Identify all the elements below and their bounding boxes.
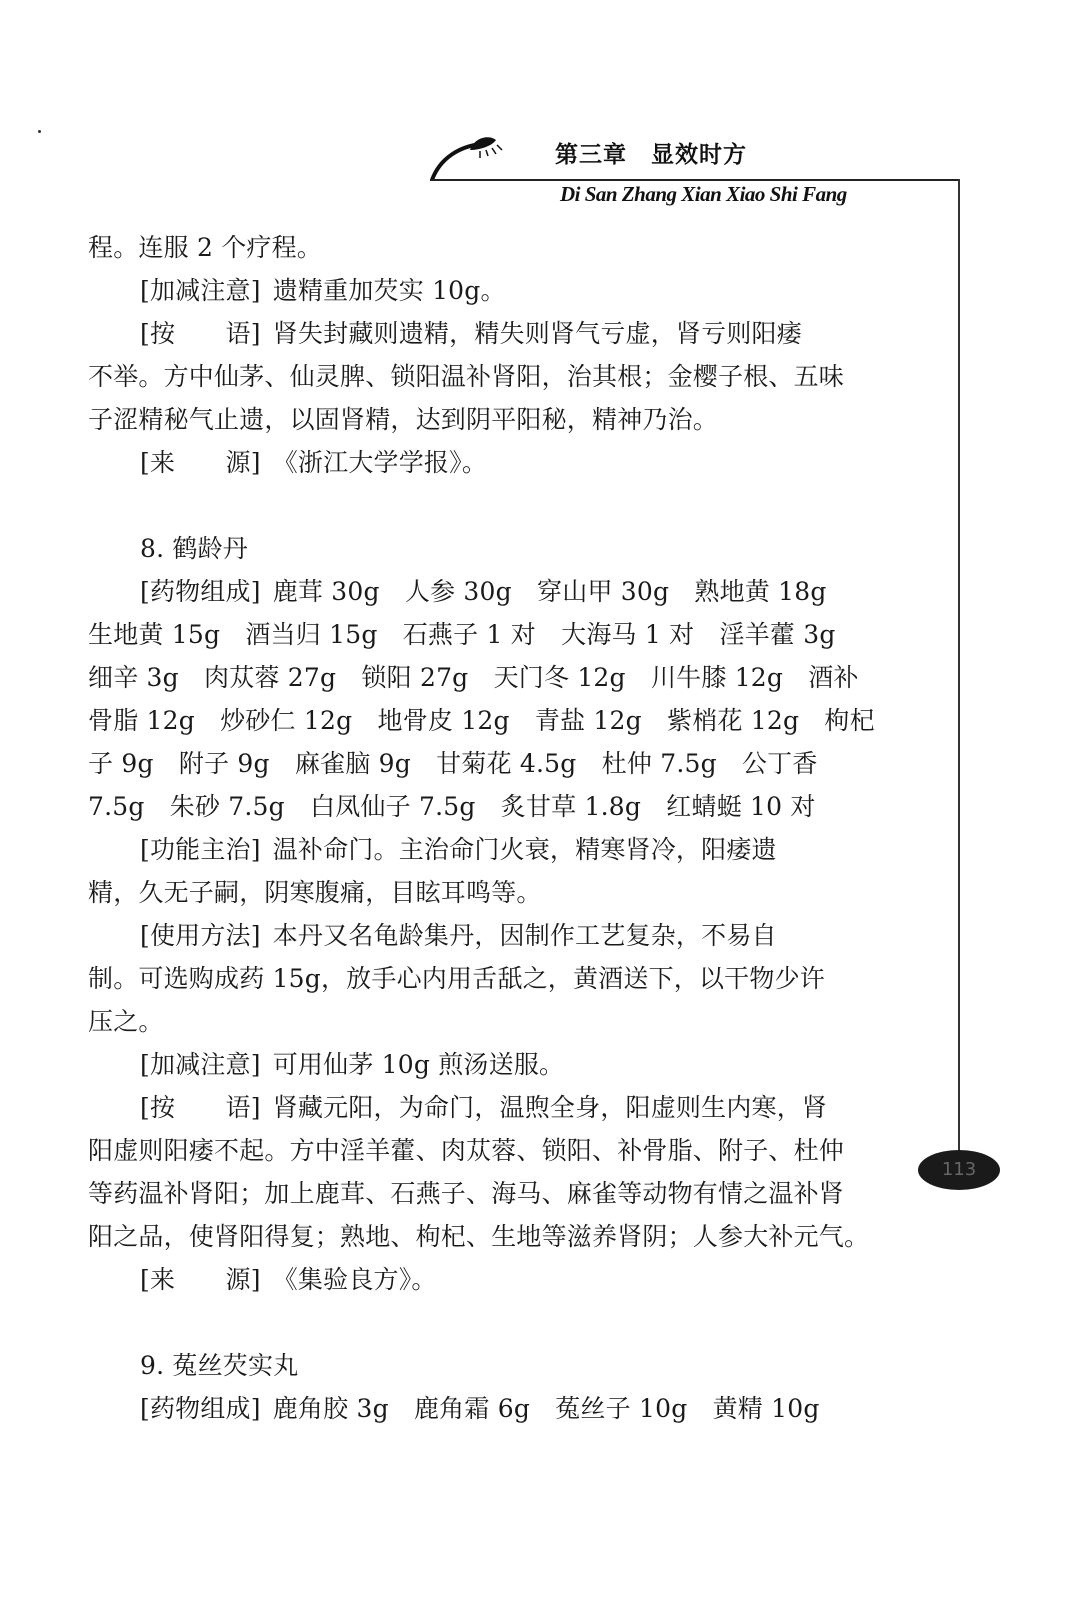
text-line: [药物组成] 鹿角胶 3g 鹿角霜 6g 菟丝子 10g 黄精 10g xyxy=(88,1387,888,1430)
section-tag: [来 源] xyxy=(140,1265,261,1294)
text-line: 子涩精秘气止遗，以固肾精，达到阴平阳秘，精神乃治。 xyxy=(88,405,719,434)
text-line: 制。可选购成药 15g，放手心内用舌舐之，黄酒送下，以干物少许 xyxy=(88,964,825,993)
text-line: 不举。方中仙茅、仙灵脾、锁阳温补肾阳，治其根；金樱子根、五味 xyxy=(88,362,845,391)
section-tag: [加减注意] xyxy=(140,1050,261,1079)
text-line: 细辛 3g 肉苁蓉 27g 锁阳 27g 天门冬 12g 川牛膝 12g 酒补 xyxy=(88,663,859,692)
section-tag: [药物组成] xyxy=(140,1394,261,1423)
spacer xyxy=(88,1301,888,1344)
text-line: 精，久无子嗣，阴寒腹痛，目眩耳鸣等。 xyxy=(88,878,542,907)
page-number-tab: 113 xyxy=(918,1150,1000,1190)
section-tag: [按 语] xyxy=(140,319,261,348)
text-line: [药物组成] 鹿茸 30g 人参 30g 穿山甲 30g 熟地黄 18g xyxy=(88,570,888,613)
section-tag: [功能主治] xyxy=(140,835,261,864)
text-line: 阳虚则阳痿不起。方中淫羊藿、肉苁蓉、锁阳、补骨脂、附子、杜仲 xyxy=(88,1136,845,1165)
text-line: [功能主治] 温补命门。主治命门火衰，精寒肾冷，阳痿遗 xyxy=(88,828,888,871)
text-line: 生地黄 15g 酒当归 15g 石燕子 1 对 大海马 1 对 淫羊藿 3g xyxy=(88,620,836,649)
text-line: 压之。 xyxy=(88,1007,164,1036)
text-line: 子 9g 附子 9g 麻雀脑 9g 甘菊花 4.5g 杜仲 7.5g 公丁香 xyxy=(88,749,818,778)
text-line: [使用方法] 本丹又名龟龄集丹，因制作工艺复杂，不易自 xyxy=(88,914,888,957)
spacer xyxy=(88,484,888,527)
page-body xyxy=(88,226,888,1430)
text-line: 程。连服 2 个疗程。 xyxy=(88,233,323,262)
text-line: [来 源] 《集验良方》。 xyxy=(88,1258,888,1301)
recipe-heading: 9. 菟丝芡实丸 xyxy=(140,1351,299,1380)
section-tag: [来 源] xyxy=(140,448,261,477)
section-tag: [按 语] xyxy=(140,1093,261,1122)
text-line: 7.5g 朱砂 7.5g 白凤仙子 7.5g 炙甘草 1.8g 红蜻蜓 10 对 xyxy=(88,792,816,821)
chapter-pinyin: Di San Zhang Xian Xiao Shi Fang xyxy=(560,182,847,206)
chapter-title: 第三章 显效时方 xyxy=(555,142,747,168)
text-line: 骨脂 12g 炒砂仁 12g 地骨皮 12g 青盐 12g 紫梢花 12g 枸杞 xyxy=(88,706,875,735)
text-line: [加减注意] 遗精重加芡实 10g。 xyxy=(88,269,888,312)
text-line: [按 语] 肾失封藏则遗精，精失则肾气亏虚，肾亏则阳痿 xyxy=(88,312,888,355)
section-tag: [使用方法] xyxy=(140,921,261,950)
text-line: [按 语] 肾藏元阳，为命门，温煦全身，阳虚则生内寒，肾 xyxy=(88,1086,888,1129)
text-line: [加减注意] 可用仙茅 10g 煎汤送服。 xyxy=(88,1043,888,1086)
section-tag: [加减注意] xyxy=(140,276,261,305)
text-line: [来 源] 《浙江大学学报》。 xyxy=(88,441,888,484)
recipe-heading: 8. 鹤龄丹 xyxy=(140,534,248,563)
header-rule xyxy=(430,179,960,181)
text-line: 等药温补肾阳；加上鹿茸、石燕子、海马、麻雀等动物有情之温补肾 xyxy=(88,1179,845,1208)
section-tag: [药物组成] xyxy=(140,577,261,606)
side-rule xyxy=(958,179,960,1174)
text-line: 阳之品，使肾阳得复；熟地、枸杞、生地等滋养肾阴；人参大补元气。 xyxy=(88,1222,870,1251)
scan-speck xyxy=(38,130,41,133)
